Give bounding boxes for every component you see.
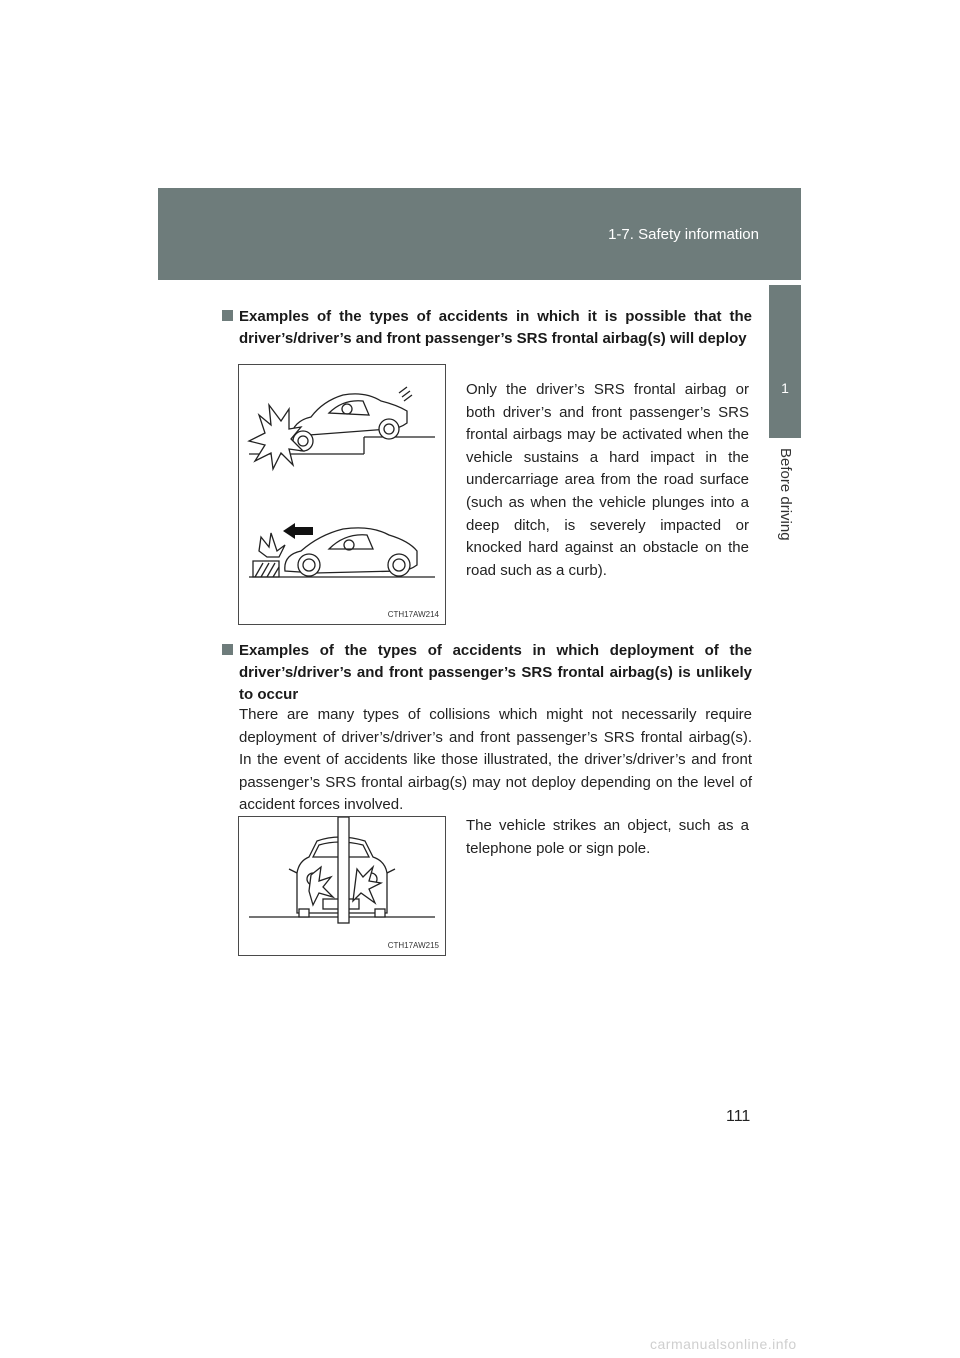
- chapter-tab: [769, 285, 801, 438]
- bullet-square-icon: [222, 644, 233, 655]
- section-title: 1-7. Safety information: [608, 226, 759, 243]
- chapter-label: Before driving: [777, 448, 794, 541]
- figure-undercarriage-impact: [238, 364, 446, 625]
- watermark: carmanualsonline.info: [650, 1336, 797, 1352]
- figure-code: CTH17AW214: [387, 610, 439, 619]
- pole-collision-illustration: [239, 817, 445, 955]
- chapter-number: 1: [781, 380, 789, 396]
- figure-code: CTH17AW215: [387, 941, 439, 950]
- section1-description: Only the driver’s SRS frontal airbag or both driver’s and front passenger’s SRS frontal airbags may be activated when the vehicle sustains a hard impact in the undercarriage area from the road surface (such as when the vehicle plunges into a deep ditch, is severely impacted or knocked hard against an obstacle on the road such as a curb).: [466, 381, 749, 579]
- section2-heading: Examples of the types of accidents in which deployment of the driver’s/driver’s and front passenger’s SRS frontal airbag(s) is unlikely to occur: [222, 640, 752, 706]
- figure-pole-impact: [238, 816, 446, 956]
- section2-intro: There are many types of collisions which might not necessarily require deployment of driver’s/driver’s and front passenger’s SRS frontal airbag(s). In the event of accidents like those illustrated, the driver’s/driver’s and front passenger’s SRS frontal airbag(s) may not deploy depending on the level of accident forces involved.: [239, 706, 752, 814]
- car-impact-illustration: [239, 365, 445, 624]
- bullet-square-icon: [222, 310, 233, 321]
- page-number: 111: [726, 1108, 751, 1125]
- section1-heading: Examples of the types of accidents in which it is possible that the driver’s/driver’s and front passenger’s SRS frontal airbag(s) will deploy: [222, 306, 752, 350]
- header-band: [158, 188, 801, 280]
- section2-description: The vehicle strikes an object, such as a telephone pole or sign pole.: [466, 817, 749, 857]
